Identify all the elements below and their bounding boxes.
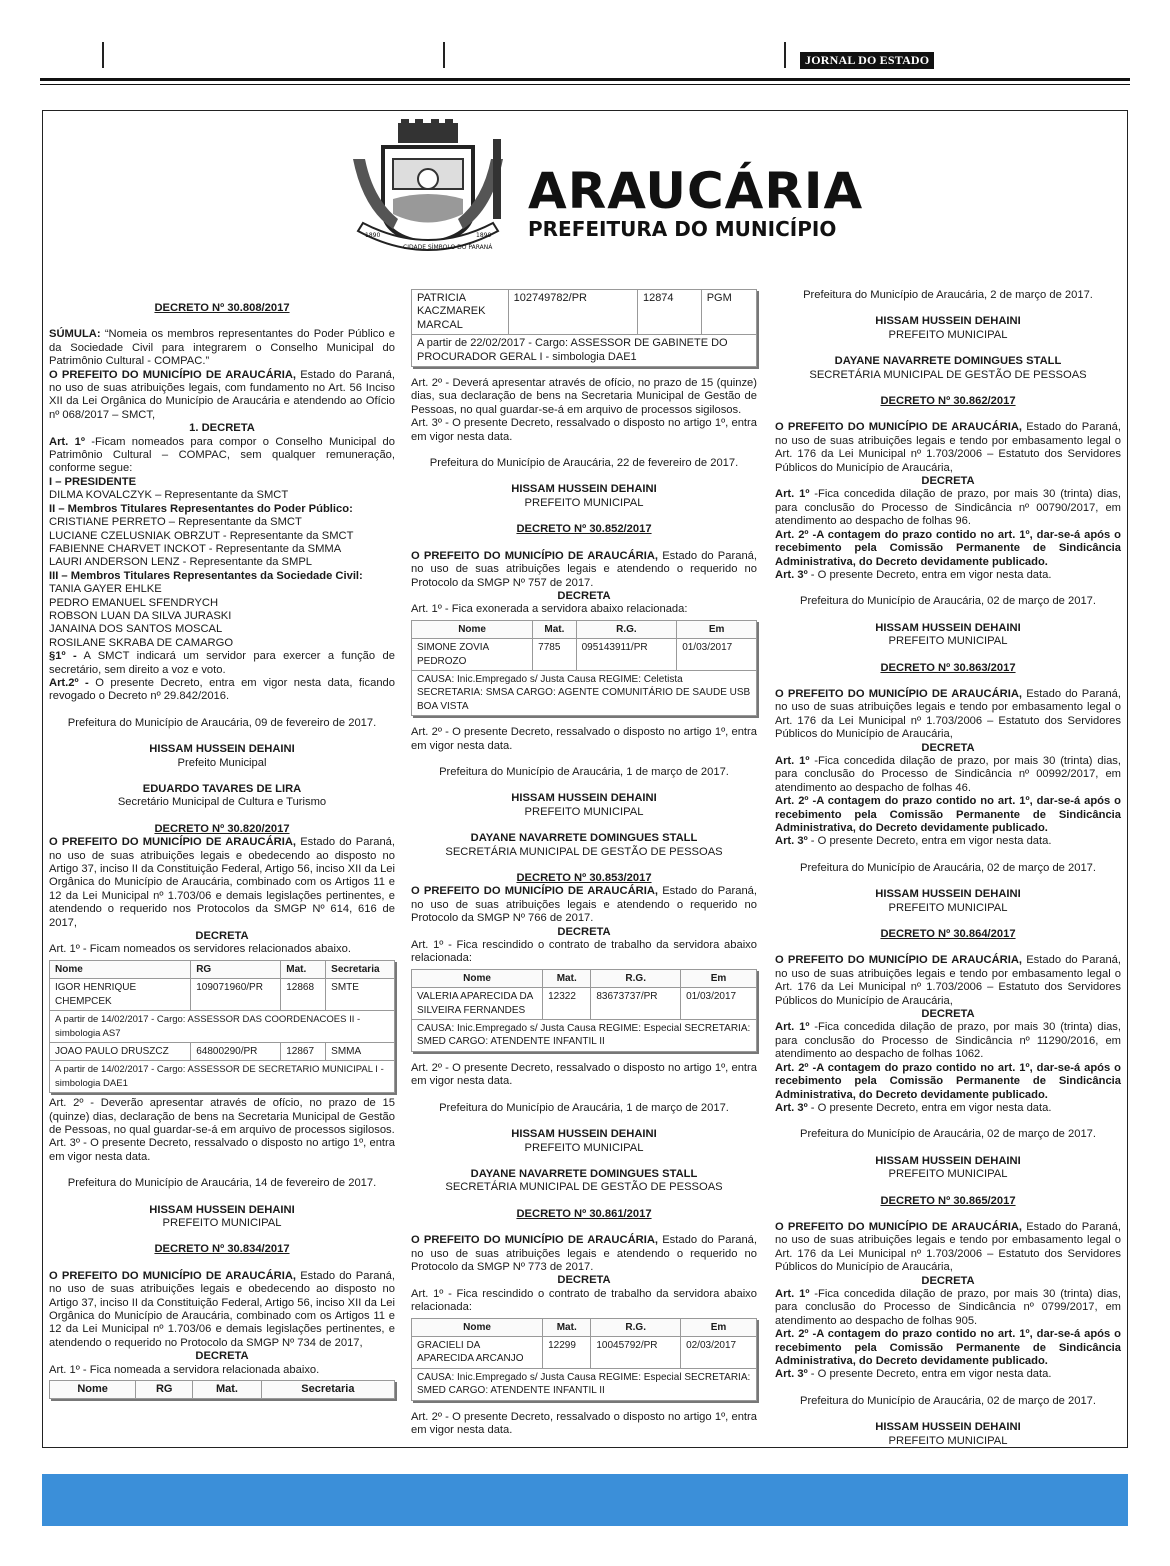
decree-date: Prefeitura do Município de Araucária, 02 de março de 2017.: [799, 595, 1097, 608]
decree-preamble: O PREFEITO DO MUNICÍPIO DE ARAUCÁRIA, Estado do Paraná, no uso de suas atribuições legais e atendendo o requerido no Protocolo da SMGP Nº 766 de 2017.: [411, 885, 757, 925]
svg-text:1890: 1890: [365, 232, 381, 239]
column-3: [775, 289, 1121, 1448]
member: DILMA KOVALCZYK – Representante da SMCT: [49, 489, 289, 502]
header-rule: [40, 84, 1130, 85]
table-row: IGOR HENRIQUE CHEMPCEK 109071960/PR 12868 SMTE: [50, 979, 395, 1011]
decree-date: Prefeitura do Município de Araucária, 02 de março de 2017.: [799, 1128, 1097, 1141]
decree-date: Prefeitura do Município de Araucária, 1 de março de 2017.: [439, 1101, 729, 1114]
signature-name: HISSAM HUSSEIN DEHAINI: [511, 1128, 657, 1141]
decree-article: Art. 1º - Fica exonerada a servidora abaixo relacionada:: [411, 603, 688, 616]
rescission-table: Nome Mat. R.G. Em VALERIA APARECIDA DA SILVEIRA FERNANDES 12322 83673737/PR 01/03/2017 CAUSA: Inic.Empregado s/ Justa Causa REGIME: Especial SECRETARIA: SMED CARGO: ATENDENTE INFANTIL II: [411, 969, 757, 1052]
member: ROBSON LUAN DA SILVA JURASKI: [49, 609, 232, 622]
decree-article: Art. 1º - Ficam nomeados os servidores relacionados abaixo.: [49, 943, 351, 956]
decree-article: Art. 2º - Deverão apresentar através de ofício, no prazo de 15 (quinze) dias, declaração de bens na Secretaria Municipal de Gestão de Pessoas, no qual guardar-se-á em arquivo de processos sigilosos.: [49, 1097, 395, 1136]
decree-article: Art. 2º -A contagem do prazo contido no art. 1º, dar-se-á após o recebimento pela Comissão Permanente de Sindicância Administrativa, do Decreto devidamente publicado.: [775, 795, 1121, 834]
decree-preamble: O PREFEITO DO MUNICÍPIO DE ARAUCÁRIA, Estado do Paraná, no uso de suas atribuições legais e obedecendo ao disposto no Artigo 37, inciso II da Constituição Federal, Artigo 56, inciso XII da Lei Orgânica do Município de Araucária, combinado com os Artigos 11 e 12 da Lei Municipal nº 1.703/06 e demais legislações pertinentes, e atendendo o requerido no Protocolo da SMGP Nº 734 de 2017,: [49, 1269, 395, 1349]
svg-text:1890: 1890: [476, 232, 492, 239]
member: PEDRO EMANUEL SFENDRYCH: [49, 596, 219, 609]
signature-role: PREFEITO MUNICIPAL: [162, 1216, 282, 1229]
signature-name: HISSAM HUSSEIN DEHAINI: [875, 1421, 1021, 1434]
decree-article: Art. 2º - Deverá apresentar através de ofício, no prazo de 15 (quinze) dias, sua declaração de bens na Secretaria Municipal de Gestão de Pessoas, no qual guardar-se-á em arquivo de processos sigilosos.: [411, 377, 757, 416]
decree-title: DECRETO Nº 30.852/2017: [516, 523, 652, 536]
decree-date: Prefeitura do Município de Araucária, 22 de fevereiro de 2017.: [429, 457, 739, 470]
decree-article: Art. 2º -A contagem do prazo contido no art. 1º, dar-se-á após o recebimento pela Comissão Permanente de Sindicância Administrativa, do Decreto devidamente publicado.: [775, 1328, 1121, 1367]
signature-name: HISSAM HUSSEIN DEHAINI: [875, 621, 1021, 634]
decree-preamble: O PREFEITO DO MUNICÍPIO DE ARAUCÁRIA, Estado do Paraná, no uso de suas atribuições legais e atendendo o requerido no Protocolo da SMGP Nº 757 de 2017.: [411, 549, 757, 589]
city-subtitle: PREFEITURA DO MUNICÍPIO: [528, 217, 837, 241]
signature-role: PREFEITO MUNICIPAL: [524, 805, 644, 818]
signature-role: PREFEITO MUNICIPAL: [888, 1434, 1008, 1447]
decree-preamble: O PREFEITO DO MUNICÍPIO DE ARAUCÁRIA, Estado do Paraná, no uso de suas atribuições legais e tendo por embasamento legal o Art. 176 da Lei Municipal nº 1.703/2006 – Estatuto dos Servidores Públicos do Município de Araucária,: [775, 687, 1121, 741]
member-group: III – Membros Titulares Representantes da Sociedade Civil:: [49, 569, 363, 582]
decree-article: Art. 3º - O presente Decreto, ressalvado o disposto no artigo 1º, entra em vigor nesta data.: [411, 417, 757, 443]
signature-role: PREFEITO MUNICIPAL: [524, 1141, 644, 1154]
member-group: I – PRESIDENTE: [49, 475, 137, 488]
decree-summary: SÚMULA: “Nomeia os membros representantes do Poder Público e da Sociedade Civil para integrarem o Conselho Municipal do Patrimônio Cultural - COMPAC.”: [49, 328, 395, 368]
table-row: SIMONE ZOVIA PEDROZO 7785 095143911/PR 01/03/2017: [412, 639, 757, 671]
signature-role: PREFEITO MUNICIPAL: [524, 496, 644, 509]
signature-name: DAYANE NAVARRETE DOMINGUES STALL: [470, 832, 698, 845]
decree-article: Art. 1º - Fica rescindido o contrato de trabalho da servidora abaixo relacionada:: [411, 1287, 757, 1314]
signature-role: PREFEITO MUNICIPAL: [888, 901, 1008, 914]
decree-title: DECRETO Nº 30.808/2017: [154, 302, 290, 314]
decree-article: Art. 1º -Fica concedida dilação de prazo, por mais 30 (trinta) dias, para conclusão do Processo de Sindicância nº 00992/2017, em atendimento ao despacho de folhas 46.: [775, 754, 1121, 794]
member: FABIENNE CHARVET INCKOT - Representante da SMMA: [49, 542, 342, 555]
top-bar: [40, 42, 1130, 72]
decree-preamble: O PREFEITO DO MUNICÍPIO DE ARAUCÁRIA, Estado do Paraná, no uso de suas atribuições legais e atendendo o requerido no Protocolo da SMGP Nº 773 de 2017.: [411, 1234, 757, 1273]
signature-name: HISSAM HUSSEIN DEHAINI: [149, 1203, 295, 1216]
signature-name: HISSAM HUSSEIN DEHAINI: [875, 888, 1021, 901]
table-row: JOAO PAULO DRUSZCZ 64800290/PR 12867 SMMA: [50, 1042, 395, 1060]
rescission-table: Nome Mat. R.G. Em GRACIELI DA APARECIDA ARCANJO 12299 10045792/PR 02/03/2017 CAUSA: Inic.Empregado s/ Justa Causa REGIME: Especial SECRETARIA: SMED CARGO: ATENDENTE INFANTIL II: [411, 1318, 757, 1401]
decree-date: Prefeitura do Município de Araucária, 1 de março de 2017.: [439, 765, 729, 778]
decree-preamble: O PREFEITO DO MUNICÍPIO DE ARAUCÁRIA, Estado do Paraná, no uso de suas atribuições legais e obedecendo ao disposto no Artigo 37, inciso II da Constituição Federal, Artigo 56, inciso XII da Lei Orgânica do Município de Araucária, combinado com os Artigos 11 e 12 da Lei Municipal nº 1.703/06 e demais legislações pertinentes, e atendendo o requerido nos Protocolos da SMGP Nº 614, 616 de 2017,: [49, 836, 395, 929]
member: LAURI ANDERSON LENZ - Representante da SMPL: [49, 556, 313, 569]
decree-decreta: DECRETA: [921, 1008, 975, 1021]
table-note-row: A partir de 14/02/2017 - Cargo: ASSESSOR DE SECRETARIO MUNICIPAL I - simbologia DAE1: [50, 1061, 395, 1093]
table-note-row: CAUSA: Inic.Empregado s/ Justa Causa REGIME: Especial SECRETARIA: SMED CARGO: ATENDENTE INFANTIL II: [412, 1368, 757, 1400]
appointment-table: Nome RG Mat. Secretaria: [49, 1380, 395, 1399]
member: ROSILANE SKRABA DE CAMARGO: [49, 636, 234, 649]
brand-block: [528, 162, 864, 241]
decree-title: DECRETO Nº 30.862/2017: [880, 395, 1016, 408]
decree-article: Art. 1º -Ficam nomeados para compor o Conselho Municipal do Patrimônio Cultural – COMPAC, sem qualquer remuneração, conforme segue:: [49, 435, 396, 475]
table-row: VALERIA APARECIDA DA SILVEIRA FERNANDES 12322 83673737/PR 01/03/2017: [412, 988, 757, 1020]
decree-article: Art. 3º - O presente Decreto, entra em vigor nesta data.: [775, 1368, 1052, 1381]
signature-name: DAYANE NAVARRETE DOMINGUES STALL: [470, 1167, 698, 1180]
decree-article: Art. 3º - O presente Decreto, entra em vigor nesta data.: [775, 835, 1052, 848]
table-note-row: CAUSA: Inic.Empregado s/ Justa Causa REGIME: Especial SECRETARIA: SMED CARGO: ATENDENTE INFANTIL II: [412, 1020, 757, 1052]
decree-article: Art. 3º - O presente Decreto, ressalvado o disposto no artigo 1º, entra em vigor nesta data.: [49, 1137, 395, 1163]
decree-article: Art. 3º - O presente Decreto, entra em vigor nesta data.: [775, 568, 1052, 581]
decree-decreta: DECRETA: [195, 1350, 249, 1363]
exoneration-table: Nome Mat. R.G. Em SIMONE ZOVIA PEDROZO 7785 095143911/PR 01/03/2017 CAUSA: Inic.Empregado s/ Justa Causa REGIME: Celetista SECRETARIA: SMSA CARGO: AGENTE COMUNITÁRIO DE SAUDE USB BOA VISTA: [411, 620, 757, 716]
top-divider: [443, 42, 445, 68]
appointment-table: Nome RG Mat. Secretaria IGOR HENRIQUE CHEMPCEK 109071960/PR 12868 SMTE A partir de 14/02/2017 - Cargo: ASSESSOR DAS COORDENACOES II - simbologia AS7 JOAO PAULO DRUSZCZ 64800290/PR 12867 SMMA A partir de 14/02/2017 - Cargo: ASSESSOR DE SECRETARIO MUNICIPAL I - simbologia DAE1: [49, 960, 395, 1093]
signature-name: HISSAM HUSSEIN DEHAINI: [149, 743, 295, 756]
table-note-row: A partir de 22/02/2017 - Cargo: ASSESSOR DE GABINETE DO PROCURADOR GERAL I - simbologia DAE1: [412, 335, 757, 367]
member: LUCIANE CZELUSNIAK OBRZUT - Representante da SMCT: [49, 529, 354, 542]
table-note-row: CAUSA: Inic.Empregado s/ Justa Causa REGIME: Celetista SECRETARIA: SMSA CARGO: AGENTE COMUNITÁRIO DE SAUDE USB BOA VISTA: [412, 670, 757, 715]
decree-preamble: O PREFEITO DO MUNICÍPIO DE ARAUCÁRIA, Estado do Paraná, no uso de suas atribuições legais e tendo por embasamento legal o Art. 176 da Lei Municipal nº 1.703/2006 – Estatuto dos Servidores Públicos do Município de Araucária,: [775, 1220, 1121, 1274]
decree-article: Art. 1º -Fica concedida dilação de prazo, por mais 30 (trinta) dias, para conclusão do Processo de Sindicância nº 11290/2016, em atendimento ao despacho de folhas 1062.: [775, 1021, 1121, 1061]
signature-name: HISSAM HUSSEIN DEHAINI: [875, 1154, 1021, 1167]
signature-role: PREFEITO MUNICIPAL: [888, 635, 1008, 648]
signature-role: SECRETÁRIA MUNICIPAL DE GESTÃO DE PESSOAS: [445, 845, 723, 858]
signature-name: HISSAM HUSSEIN DEHAINI: [511, 483, 657, 496]
decree-date: Prefeitura do Município de Araucária, 02 de março de 2017.: [799, 1394, 1097, 1407]
decree-title: DECRETO Nº 30.861/2017: [516, 1207, 652, 1220]
decree-title: DECRETO Nº 30.863/2017: [880, 661, 1016, 674]
city-name: ARAUCÁRIA: [528, 162, 864, 220]
decree-preamble: O PREFEITO DO MUNICÍPIO DE ARAUCÁRIA, Estado do Paraná, no uso de suas atribuições legais, com fundamento no Art. 56 Inciso XII da Lei Orgânica do Município de Araucária e atendendo ao Ofício nº 068/2017 – SMCT,: [49, 368, 395, 421]
member: TANIA GAYER EHLKE: [49, 583, 162, 596]
decree-article: Art. 2º -A contagem do prazo contido no art. 1º, dar-se-á após o recebimento pela Comissão Permanente de Sindicância Administrativa, do Decreto devidamente publicado.: [775, 528, 1121, 568]
signature-name: EDUARDO TAVARES DE LIRA: [142, 783, 302, 795]
table-note-row: A partir de 14/02/2017 - Cargo: ASSESSOR DAS COORDENACOES II - simbologia AS7: [50, 1011, 395, 1043]
appointment-table: [411, 289, 757, 367]
decree-title: DECRETO Nº 30.864/2017: [880, 928, 1016, 941]
decree-decreta: DECRETA: [557, 1274, 611, 1287]
decree-date: Prefeitura do Município de Araucária, 2 de março de 2017.: [803, 289, 1093, 301]
newspaper-logo: JORNAL DO ESTADO: [800, 52, 934, 69]
decree-article: Art.2º - O presente Decreto, entra em vigor nesta data, ficando revogado o Decreto nº 29.842/2016.: [49, 676, 395, 703]
decree-decreta: DECRETA: [557, 589, 611, 602]
decree-decreta: 1. DECRETA: [189, 422, 255, 435]
svg-text:CIDADE SÍMBOLO DO PARANÁ: CIDADE SÍMBOLO DO PARANÁ: [403, 244, 493, 251]
decree-article: Art. 2º - O presente Decreto, ressalvado o disposto no artigo 1º, entra em vigor nesta data.: [411, 726, 757, 752]
decree-decreta: DECRETA: [921, 741, 975, 754]
decree-article: Art. 1º -Fica concedida dilação de prazo, por mais 30 (trinta) dias, para conclusão do Processo de Sindicância nº 00790/2017, em atendimento ao despacho de folhas 96.: [775, 488, 1121, 528]
decree-article: Art. 2º - O presente Decreto, ressalvado o disposto no artigo 1º, entra em vigor nesta data.: [411, 1061, 757, 1088]
decree-article: Art. 2º -A contagem do prazo contido no art. 1º, dar-se-á após o recebimento pela Comissão Permanente de Sindicância Administrativa, do Decreto devidamente publicado.: [775, 1061, 1121, 1101]
signature-role: PREFEITO MUNICIPAL: [888, 1168, 1008, 1181]
decree-article: Art. 3º - O presente Decreto, entra em vigor nesta data.: [775, 1101, 1052, 1114]
decree-decreta: DECRETA: [557, 925, 611, 938]
decree-title: DECRETO Nº 30.820/2017: [154, 822, 290, 835]
decree-title: DECRETO Nº 30.853/2017: [516, 872, 652, 884]
publication-frame: [42, 110, 1128, 1448]
decree-preamble: O PREFEITO DO MUNICÍPIO DE ARAUCÁRIA, Estado do Paraná, no uso de suas atribuições legais e tendo por embasamento legal o Art. 176 da Lei Municipal nº 1.703/2006 – Estatuto dos Servidores Públicos do Município de Araucária,: [775, 421, 1121, 474]
signature-role: SECRETÁRIA MUNICIPAL DE GESTÃO DE PESSOAS: [445, 1181, 723, 1194]
footer-bar: [42, 1474, 1128, 1526]
signature-role: Secretário Municipal de Cultura e Turismo: [117, 796, 327, 809]
column-1: [49, 289, 395, 1403]
decree-decreta: DECRETA: [921, 475, 975, 488]
decree-article: Art. 1º -Fica concedida dilação de prazo, por mais 30 (trinta) dias, para conclusão do Processo de Sindicância nº 0799/2017, em atendimento ao despacho de folhas 905.: [775, 1287, 1121, 1327]
table-row: GRACIELI DA APARECIDA ARCANJO 12299 10045792/PR 02/03/2017: [412, 1336, 757, 1368]
decree-paragraph: §1º - A SMCT indicará um servidor para exercer a função de secretário, sem direito a voz e voto.: [49, 650, 395, 676]
decree-decreta: DECRETA: [921, 1274, 975, 1287]
decree-date: Prefeitura do Município de Araucária, 09 de fevereiro de 2017.: [67, 716, 377, 729]
signature-role: Prefeito Municipal: [177, 756, 267, 769]
signature-name: DAYANE NAVARRETE DOMINGUES STALL: [834, 355, 1062, 368]
decree-date: Prefeitura do Município de Araucária, 14 de fevereiro de 2017.: [67, 1177, 377, 1190]
decree-article: Art. 2º - O presente Decreto, ressalvado o disposto no artigo 1º, entra em vigor nesta data.: [411, 1410, 757, 1436]
decree-article: Art. 1º - Fica nomeada a servidora relacionada abaixo.: [49, 1363, 320, 1376]
signature-role: SECRETÁRIA MUNICIPAL DE GESTÃO DE PESSOAS: [809, 368, 1087, 381]
top-divider: [784, 42, 786, 68]
signature-name: HISSAM HUSSEIN DEHAINI: [511, 792, 657, 805]
coat-of-arms-icon: [343, 119, 513, 259]
top-divider: [102, 42, 104, 68]
decree-preamble: O PREFEITO DO MUNICÍPIO DE ARAUCÁRIA, Estado do Paraná, no uso de suas atribuições legais e tendo por embasamento legal o Art. 176 da Lei Municipal nº 1.703/2006 – Estatuto dos Servidores Públicos do Município de Araucária,: [775, 954, 1121, 1007]
decree-date: Prefeitura do Município de Araucária, 02 de março de 2017.: [799, 861, 1097, 874]
table-row: PATRICIA KACZMAREK MARCAL 102749782/PR 12874 PGM: [412, 290, 757, 335]
member: JANAINA DOS SANTOS MOSCAL: [49, 623, 223, 636]
decree-decreta: DECRETA: [195, 930, 249, 943]
header-rule: [40, 78, 1130, 81]
decree-title: DECRETO Nº 30.834/2017: [154, 1243, 290, 1256]
decree-title: DECRETO Nº 30.865/2017: [880, 1194, 1016, 1207]
signature-role: PREFEITO MUNICIPAL: [888, 328, 1008, 341]
member-group: II – Membros Titulares Representantes do Poder Público:: [49, 502, 353, 515]
decree-article: Art. 1º - Fica rescindido o contrato de trabalho da servidora abaixo relacionada:: [411, 939, 757, 965]
column-2: [411, 289, 757, 1437]
member: CRISTIANE PERRETO – Representante da SMCT: [49, 516, 302, 529]
signature-name: HISSAM HUSSEIN DEHAINI: [875, 315, 1021, 328]
